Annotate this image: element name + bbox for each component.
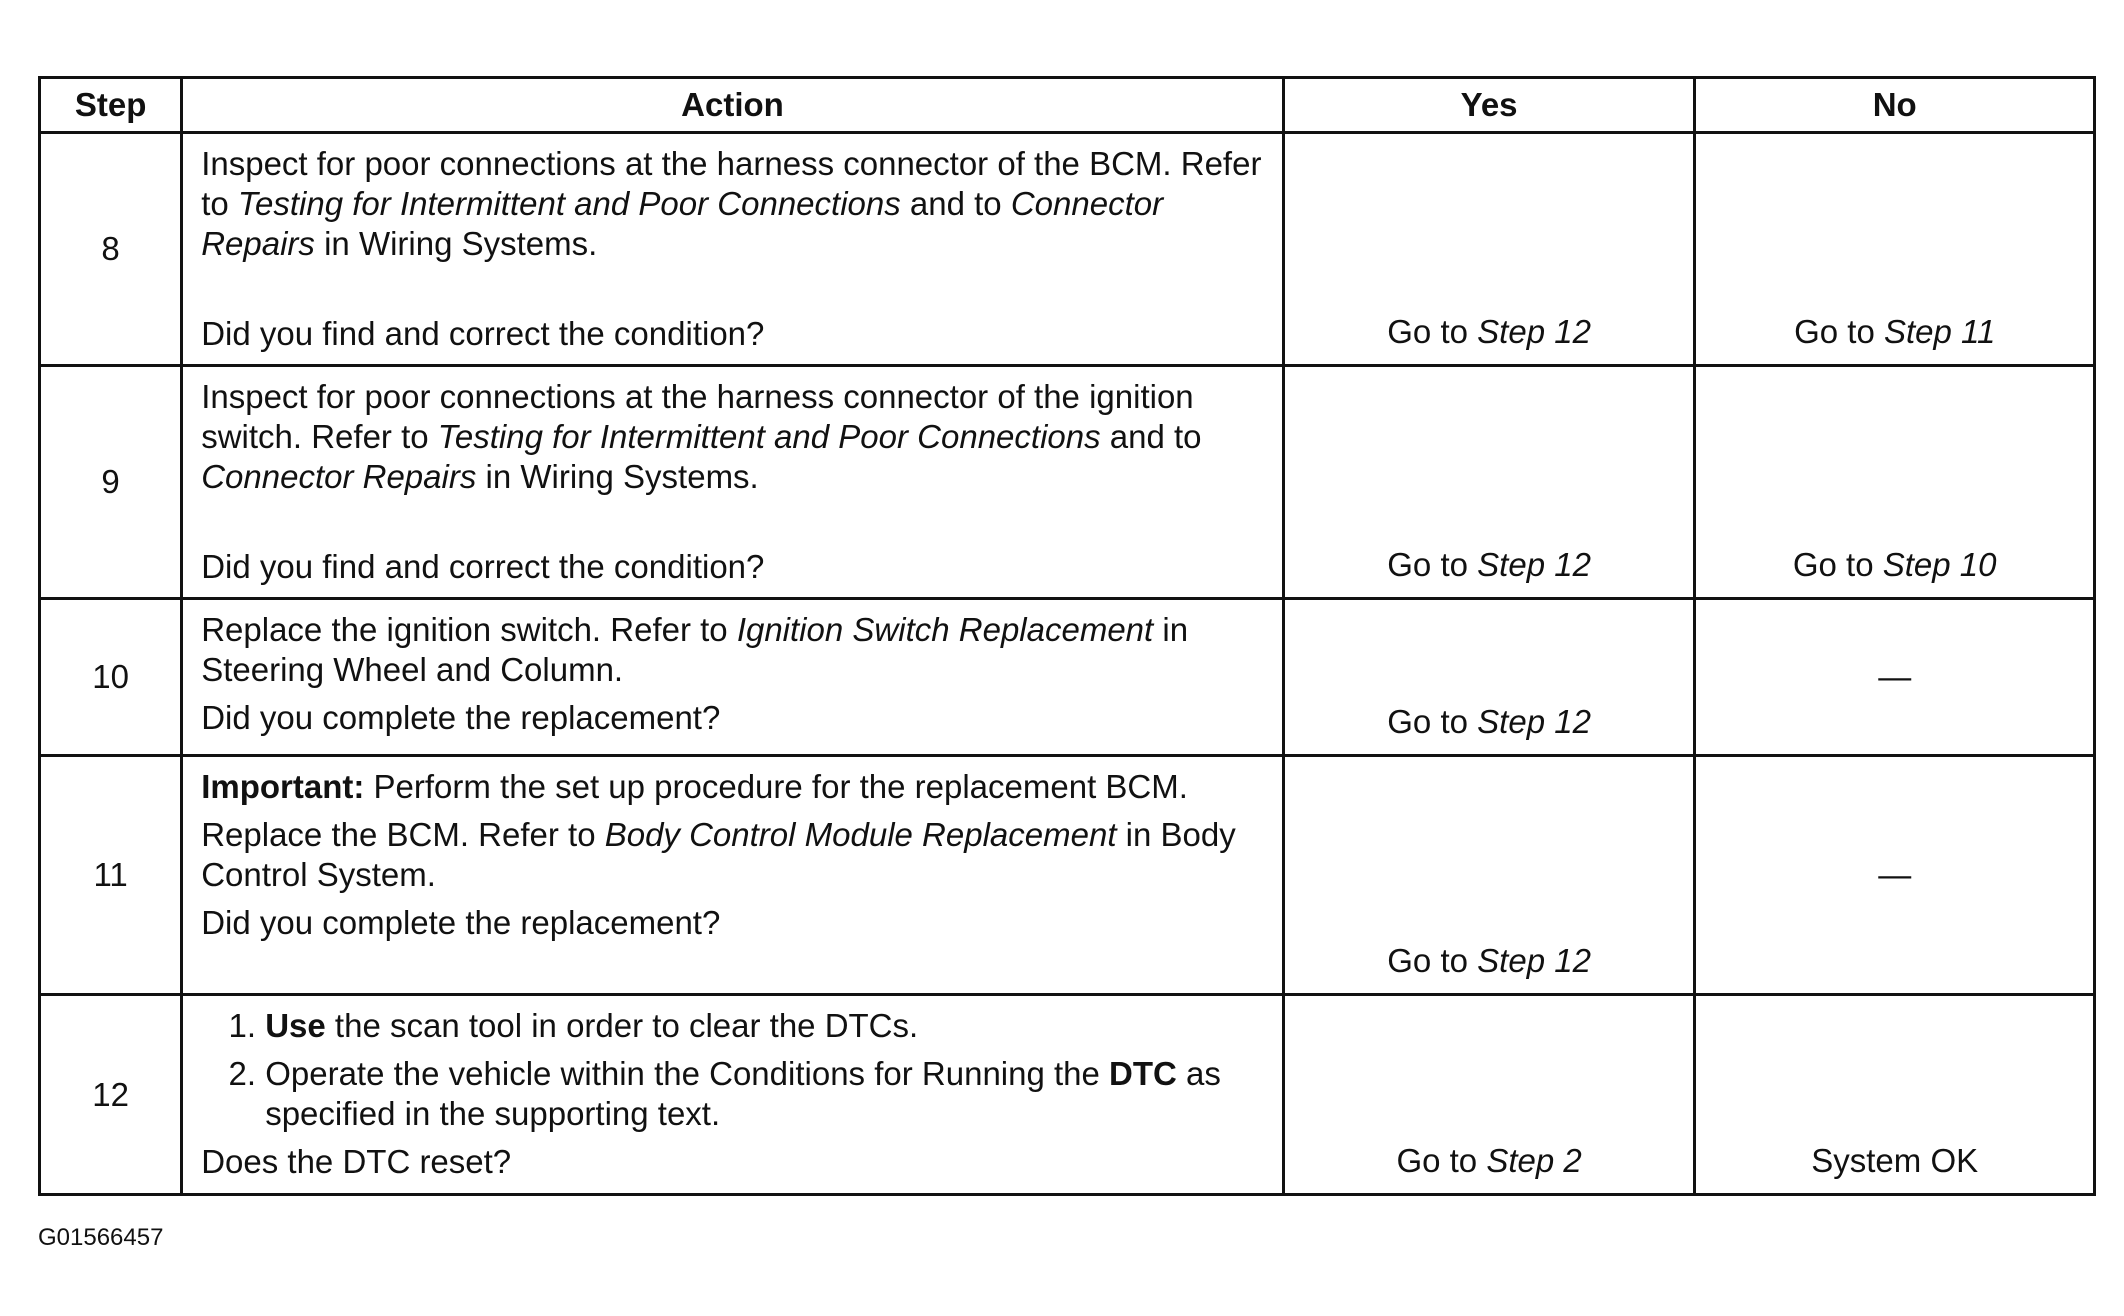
yes-cell	[1283, 756, 1695, 995]
action-cell	[182, 366, 1284, 599]
important-note: Important: Perform the set up procedure for the replacement BCM.	[201, 768, 1188, 805]
action-instruction: Inspect for poor connections at the harness connector of the ignition switch. Refer to Testing for Intermittent and Poor Connections and to Connector Repairs in Wiring Systems.	[201, 378, 1202, 495]
step-number: 12	[40, 995, 182, 1195]
action-cell	[182, 995, 1284, 1195]
yes-cell	[1283, 366, 1695, 599]
reference-title: Ignition Switch Replacement	[736, 611, 1154, 648]
step-reference: Step 10	[1882, 546, 1997, 583]
header-yes: Yes	[1283, 78, 1695, 133]
table-row	[40, 133, 2095, 366]
procedure-list	[201, 1006, 1268, 1134]
yes-cell	[1283, 133, 1695, 366]
table-row	[40, 599, 2095, 756]
table-row	[40, 366, 2095, 599]
list-item: 2. Operate the vehicle within the Conditions for Running the DTC as specified in the supporting text.	[265, 1054, 1268, 1134]
action-question: Does the DTC reset?	[201, 1143, 512, 1180]
header-step: Step	[40, 78, 182, 133]
header-no: No	[1695, 78, 2095, 133]
no-cell	[1695, 995, 2095, 1195]
reference-title: Connector Repairs	[201, 185, 1164, 262]
yes-result: Go to Step 12	[1387, 546, 1591, 583]
important-label: Important:	[201, 768, 365, 805]
action-question: Did you complete the replacement?	[201, 904, 721, 941]
yes-cell	[1283, 995, 1695, 1195]
action-cell	[182, 133, 1284, 366]
step-number: 11	[40, 756, 182, 995]
no-cell	[1695, 756, 2095, 995]
header-action: Action	[182, 78, 1284, 133]
yes-result: Go to Step 12	[1387, 703, 1591, 740]
step-number: 8	[40, 133, 182, 366]
reference-title: Body Control Module Replacement	[604, 816, 1117, 853]
no-result: Go to Step 11	[1794, 313, 1996, 350]
step-reference: Step 12	[1477, 313, 1591, 350]
step-reference: Step 12	[1477, 546, 1591, 583]
no-result: Go to Step 10	[1792, 546, 1997, 583]
diagnostic-table	[38, 76, 2096, 1196]
action-cell	[182, 756, 1284, 995]
yes-result: Go to Step 12	[1387, 942, 1591, 979]
table-row	[40, 756, 2095, 995]
header-row	[40, 78, 2095, 133]
action-cell	[182, 599, 1284, 756]
no-result-dash: —	[1878, 856, 1912, 893]
yes-result: Go to Step 2	[1396, 1142, 1582, 1179]
action-instruction: Replace the BCM. Refer to Body Control Module Replacement in Body Control System.	[201, 816, 1236, 893]
step-reference: Step 2	[1486, 1142, 1582, 1179]
no-result-dash: —	[1878, 658, 1912, 695]
yes-cell	[1283, 599, 1695, 756]
step-number: 10	[40, 599, 182, 756]
reference-title: Connector Repairs	[201, 458, 477, 495]
no-cell	[1695, 599, 2095, 756]
action-question: Did you find and correct the condition?	[201, 548, 765, 585]
list-item: 1. Use the scan tool in order to clear the DTCs.	[265, 1006, 1268, 1046]
action-question: Did you find and correct the condition?	[201, 315, 765, 352]
step-reference: Step 11	[1883, 313, 1996, 350]
action-question: Did you complete the replacement?	[201, 699, 721, 736]
step-reference: Step 12	[1477, 942, 1591, 979]
action-instruction: Inspect for poor connections at the harness connector of the BCM. Refer to Testing for Intermittent and Poor Connections and to Connector Repairs in Wiring Systems.	[201, 145, 1262, 262]
table-row	[40, 995, 2095, 1195]
step-number: 9	[40, 366, 182, 599]
figure-id: G01566457	[38, 1224, 164, 1251]
reference-title: Testing for Intermittent and Poor Connections	[437, 418, 1101, 455]
step-reference: Step 12	[1477, 703, 1591, 740]
no-cell	[1695, 366, 2095, 599]
no-result: System OK	[1811, 1142, 1979, 1179]
action-instruction: Replace the ignition switch. Refer to Ignition Switch Replacement in Steering Wheel and Column.	[201, 611, 1189, 688]
no-cell	[1695, 133, 2095, 366]
reference-title: Testing for Intermittent and Poor Connections	[237, 185, 901, 222]
yes-result: Go to Step 12	[1387, 313, 1591, 350]
